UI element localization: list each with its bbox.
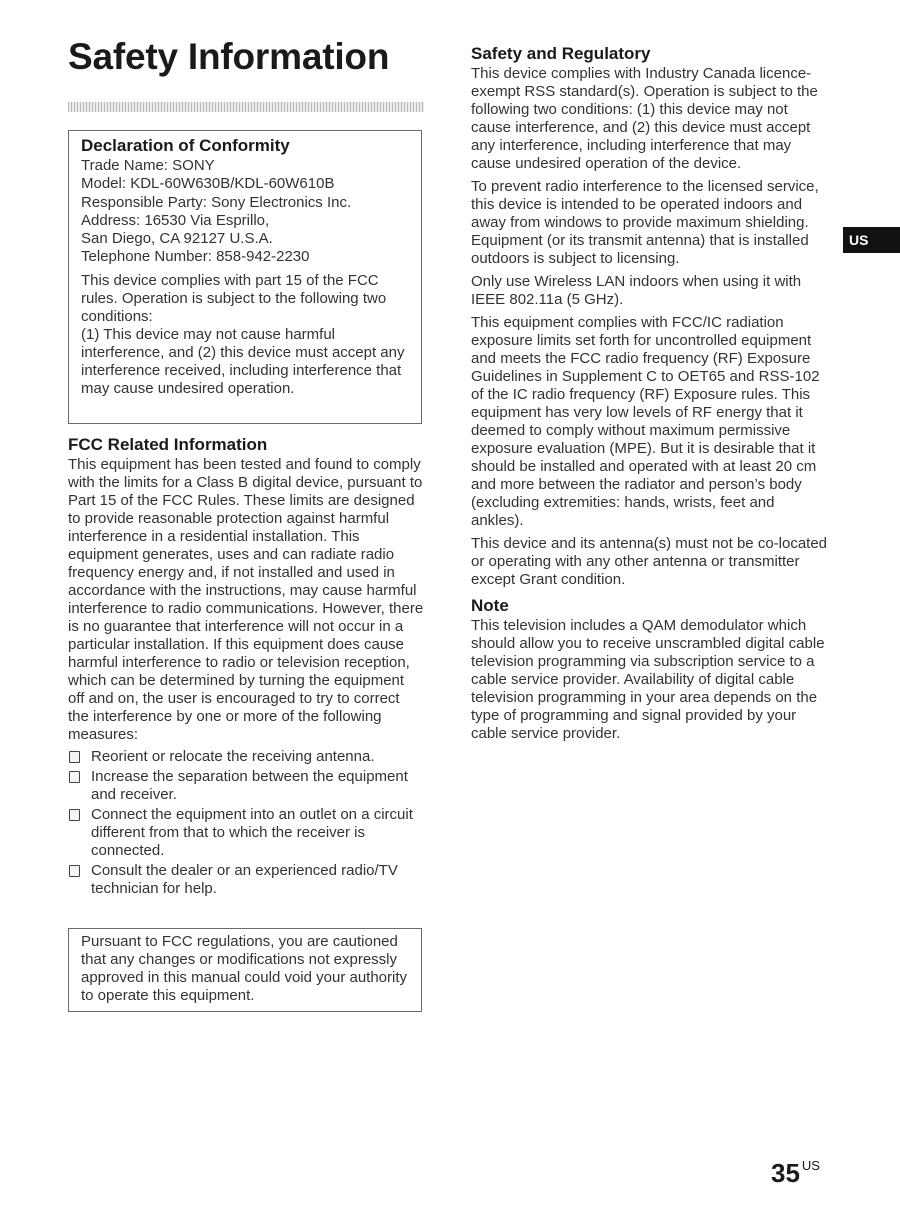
page-number-value: 35 (771, 1158, 800, 1188)
checkbox-bullet-icon (69, 771, 80, 783)
safety-paragraph: This device and its antenna(s) must not be co-located or operating with any other antenna or transmitter except Grant condition. (471, 535, 828, 588)
declaration-details (81, 157, 411, 267)
city-line: San Diego, CA 92127 U.S.A. (81, 230, 273, 248)
fcc-heading: FCC Related Information (68, 435, 268, 454)
fcc-body: This equipment has been tested and found to comply with the limits for a Class B digital device, pursuant to Part 15 of the FCC Rules. These limits are designed to provide reasonable protection against harmful interference in a residential installation. This equipment generates, uses and can radiate radio frequency energy and, if not installed and used in accordance with the instructions, may cause harmful interference to radio communications. However, there is no guarantee that interference will not occur in a particular installation. If this equipment does cause harmful interference to radio or television reception, which can be determined by turning the equipment off and on, the user is encouraged to try to correct the interference by one or more of the following measures: (68, 456, 424, 743)
declaration-paragraph: This device complies with part 15 of the FCC rules. Operation is subject to the following two conditions: (81, 271, 387, 325)
title-divider (68, 102, 424, 112)
safety-paragraph: This equipment complies with FCC/IC radiation exposure limits set forth for uncontrolled equipment and meets the FCC radio frequency (RF) Exposure Guidelines in Supplement C to OET65 and RSS-102 of the IC radio frequency (RF) Exposure rules. This equipment has very low levels of RF energy that it deemed to comply without maximum permissive exposure evaluation (MPE). But it is desirable that it should be installed and operated with at least 20 cm and more between the radiator and person’s body (excluding extremities: hands, wrists, feet and ankles). (471, 314, 820, 529)
caution-box (68, 928, 422, 1012)
list-item: Increase the separation between the equipment and receiver. (68, 768, 424, 804)
trade-name-line: Trade Name: SONY (81, 157, 215, 174)
declaration-heading: Declaration of Conformity (81, 136, 290, 155)
checkbox-bullet-icon (69, 809, 80, 821)
page-number (771, 1158, 820, 1189)
region-tab: US (843, 227, 900, 253)
caution-text: Pursuant to FCC regulations, you are cautioned that any changes or modifications not expressly approved in this manual could void your authority to operate this equipment. (81, 933, 408, 1004)
list-item: Connect the equipment into an outlet on a circuit different from that to which the receiver is connected. (68, 806, 424, 860)
note-heading: Note (471, 596, 509, 615)
declaration-box (68, 130, 422, 424)
safety-paragraph: This device complies with Industry Canada licence-exempt RSS standard(s). Operation is subject to the following two conditions: (1) this device may not cause interference, and (2) this device must accept any interference, including interference that may cause undesired operation of the device. (471, 65, 818, 172)
declaration-conditions: (1) This device may not cause harmful interference, and (2) this device must accept any interference received, including interference that may cause undesired operation. (81, 325, 405, 397)
checkbox-bullet-icon (69, 865, 80, 877)
responsible-party-line: Responsible Party: Sony Electronics Inc. (81, 193, 352, 211)
fcc-section (68, 434, 424, 900)
list-item: Consult the dealer or an experienced radio/TV technician for help. (68, 862, 424, 898)
model-line: Model: KDL-60W630B/KDL-60W610B (81, 175, 335, 193)
checkbox-bullet-icon (69, 751, 80, 763)
telephone-line: Telephone Number: 858-942-2230 (81, 248, 310, 266)
page-number-suffix: US (801, 1158, 820, 1173)
note-body: This television includes a QAM demodulator which should allow you to receive unscrambled digital cable television programming via subscription service to a cable service provider. Availability of digital cable television programming in your area depends on the type of programming and signal provided by your cable service provider. (471, 617, 825, 742)
safety-paragraph: Only use Wireless LAN indoors when using it with IEEE 802.11a (5 GHz). (471, 273, 802, 308)
fcc-measures-list (68, 748, 424, 898)
safety-paragraph: To prevent radio interference to the licensed service, this device is intended to be operated indoors and away from windows to provide maximum shielding. Equipment (or its transmit antenna) that is installed outdoors is subject to licensing. (471, 178, 819, 267)
safety-section (471, 43, 831, 748)
list-item: Reorient or relocate the receiving antenna. (68, 748, 424, 766)
address-line: Address: 16530 Via Esprillo, (81, 211, 270, 229)
page-title: Safety Information (68, 36, 390, 77)
safety-heading: Safety and Regulatory (471, 44, 651, 63)
note-section (471, 595, 831, 743)
